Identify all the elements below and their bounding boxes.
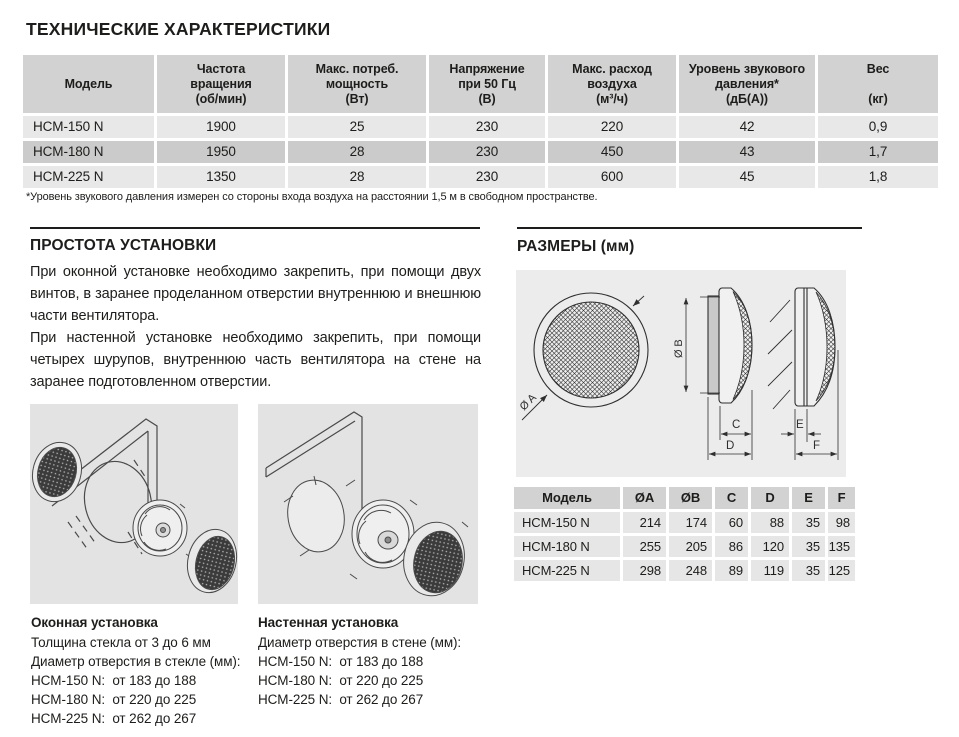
outer-grille (30, 437, 88, 508)
page-title: ТЕХНИЧЕСКИЕ ХАРАКТЕРИСТИКИ (26, 19, 331, 39)
dim-label-c: C (732, 419, 741, 431)
spec-cell: 28 (288, 166, 426, 188)
dim-label-d: D (726, 440, 735, 452)
spec-cell: 230 (429, 141, 545, 163)
dims-cell: 86 (715, 536, 748, 557)
specs-header-voltage: Напряжение при 50 Гц (В) (429, 55, 545, 113)
dims-cell: 174 (669, 512, 712, 533)
note-line: HCM-150 N: от 183 до 188 (258, 654, 424, 669)
dims-header: C (715, 487, 748, 509)
note-line: HCM-225 N: от 262 до 267 (31, 711, 197, 726)
window-install-heading: Оконная установка (31, 615, 158, 630)
dim-label-f: F (813, 440, 820, 452)
dims-cell: 135 (828, 536, 855, 557)
dim-label-e: E (796, 419, 804, 431)
window-install-notes (31, 612, 240, 728)
spec-cell: 28 (288, 141, 426, 163)
note-line: HCM-180 N: от 220 до 225 (31, 692, 197, 707)
spec-cell: 1,8 (818, 166, 938, 188)
dims-cell: 214 (623, 512, 666, 533)
note-line: HCM-225 N: от 262 до 267 (258, 692, 424, 707)
window-installation-illustration (30, 404, 238, 604)
dims-cell: 125 (828, 560, 855, 581)
specs-header-power: Макс. потреб. мощность (Вт) (288, 55, 426, 113)
dims-cell: 248 (669, 560, 712, 581)
specs-header-noise: Уровень звукового давления* (дБ(А)) (679, 55, 815, 113)
fan-body (133, 500, 192, 558)
dims-cell: 120 (751, 536, 789, 557)
dims-header: ØA (623, 487, 666, 509)
specs-header-airflow: Макс. расход воздуха (м³/ч) (548, 55, 676, 113)
dims-header: Модель (514, 487, 620, 509)
note-line: Толщина стекла от 3 до 6 мм (31, 635, 211, 650)
specs-header-weight: Вес (кг) (818, 55, 938, 113)
specs-footnote: *Уровень звукового давления измерен со стороны входа воздуха на расстоянии 1,5 м в свободном пространстве. (26, 191, 598, 203)
spec-cell: 220 (548, 116, 676, 138)
dimensions-drawing-panel (516, 270, 846, 477)
spec-cell: 600 (548, 166, 676, 188)
inner-cover (181, 524, 238, 598)
dims-header: E (792, 487, 825, 509)
dims-cell: 88 (751, 512, 789, 533)
dimensions-heading: РАЗМЕРЫ (мм) (517, 238, 635, 255)
installation-paragraph-window: При оконной установке необходимо закрепить, при помощи двух винтов, в заранее проделанном отверстии внутреннюю и внешнюю части вентилятора. (30, 264, 481, 324)
spec-cell: 42 (679, 116, 815, 138)
note-line: HCM-150 N: от 183 до 188 (31, 673, 197, 688)
dims-cell: 98 (828, 512, 855, 533)
wall-installation-drawing (258, 404, 478, 604)
dims-cell-model: HCM-180 N (514, 536, 620, 557)
divider-right (517, 227, 862, 229)
dim-label-dia-a: Ø A (517, 391, 539, 414)
dims-cell: 35 (792, 512, 825, 533)
note-line: HCM-180 N: от 220 до 225 (258, 673, 424, 688)
spec-cell: 1350 (157, 166, 285, 188)
mounting-ring (282, 476, 355, 557)
front-view (522, 293, 648, 420)
side-view (686, 288, 752, 460)
spec-cell: 43 (679, 141, 815, 163)
spec-cell: 450 (548, 141, 676, 163)
wall-installation-illustration (258, 404, 478, 604)
dims-cell: 255 (623, 536, 666, 557)
specs-header-rpm: Частота вращения (об/мин) (157, 55, 285, 113)
note-line: Диаметр отверстия в стекле (мм): (31, 654, 241, 669)
dims-cell: 89 (715, 560, 748, 581)
dims-cell: 35 (792, 560, 825, 581)
dims-header: F (828, 487, 855, 509)
dims-cell: 205 (669, 536, 712, 557)
dims-cell: 298 (623, 560, 666, 581)
dimensions-table (514, 487, 855, 581)
window-installation-drawing (30, 404, 238, 604)
spec-cell: 1,7 (818, 141, 938, 163)
dims-cell-model: HCM-150 N (514, 512, 620, 533)
installation-paragraph-wall: При настенной установке необходимо закрепить, при помощи четырех шурупов, внутреннюю часть вентилятора на стене на заранее подготовленном отверстии. (30, 330, 481, 390)
dims-cell: 35 (792, 536, 825, 557)
spec-cell: 1900 (157, 116, 285, 138)
wall-side-view (768, 288, 838, 460)
spec-cell-model: HCM-150 N (23, 116, 154, 138)
dims-header: D (751, 487, 789, 509)
dims-cell: 60 (715, 512, 748, 533)
specs-table (23, 55, 938, 188)
divider-left (30, 227, 480, 229)
spec-cell: 45 (679, 166, 815, 188)
installation-heading: ПРОСТОТА УСТАНОВКИ (30, 237, 217, 254)
spec-cell: 1950 (157, 141, 285, 163)
spec-cell-model: HCM-180 N (23, 141, 154, 163)
note-line: Диаметр отверстия в стене (мм): (258, 635, 462, 650)
dim-label-dia-b: Ø B (673, 339, 685, 358)
dimensions-drawing (516, 270, 846, 477)
spec-cell: 0,9 (818, 116, 938, 138)
installation-text (30, 261, 481, 393)
spec-cell: 25 (288, 116, 426, 138)
dims-header: ØB (669, 487, 712, 509)
spec-cell: 230 (429, 116, 545, 138)
dims-cell-model: HCM-225 N (514, 560, 620, 581)
wall-install-notes (258, 612, 461, 709)
wall-install-heading: Настенная установка (258, 615, 399, 630)
spec-cell: 230 (429, 166, 545, 188)
spec-cell-model: HCM-225 N (23, 166, 154, 188)
specs-header-model: Модель (23, 55, 154, 113)
dims-cell: 119 (751, 560, 789, 581)
